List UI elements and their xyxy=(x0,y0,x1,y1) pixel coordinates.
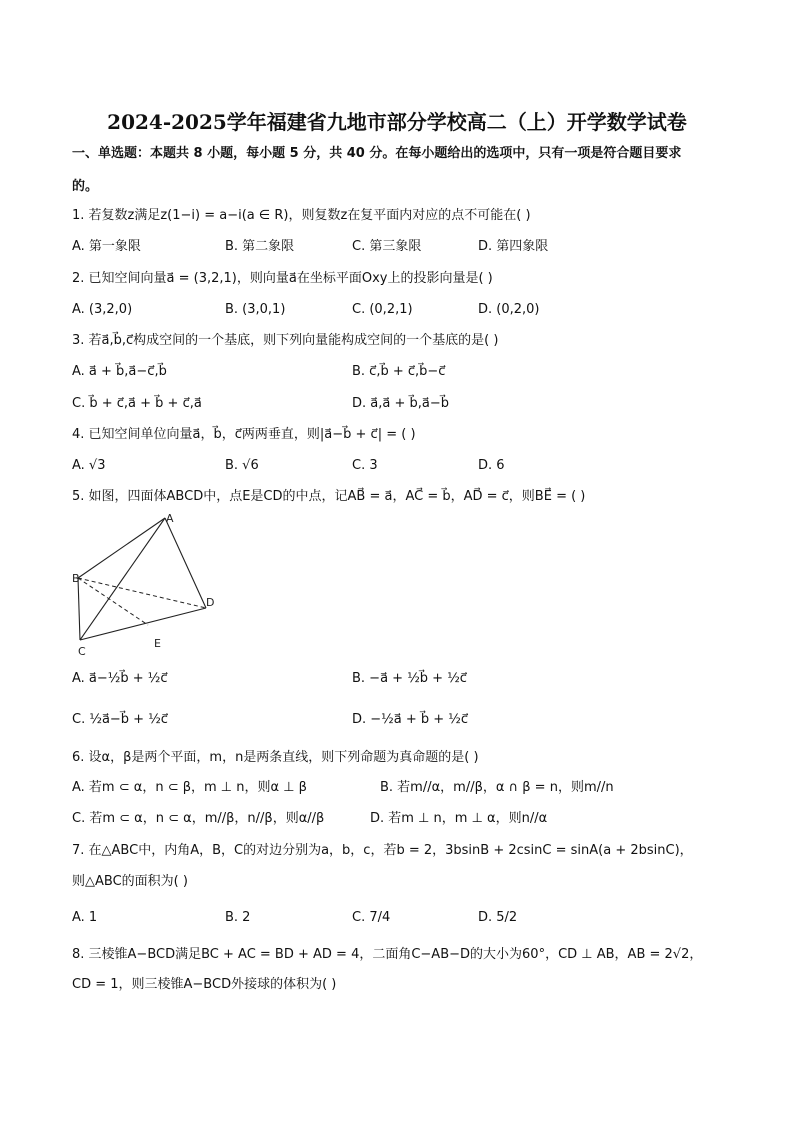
q6-option-c: C. 若m ⊂ α，n ⊂ α，m//β，n//β，则α//β xyxy=(72,811,325,826)
q6-stem: 6. 设α，β是两个平面，m，n是两条直线，则下列命题为真命题的是( ) xyxy=(72,750,479,765)
q6-option-b: B. 若m//α，m//β，α ∩ β = n，则m//n xyxy=(380,780,614,795)
q7-option-c: C. 7/4 xyxy=(352,910,391,925)
q3-stem: 3. 若a⃗,b⃗,c⃗构成空间的一个基底，则下列向量能构成空间的一个基底的是( ) xyxy=(72,333,499,348)
q2-stem: 2. 已知空间向量a⃗ = (3,2,1)，则向量a⃗在坐标平面Oxy上的投影向量是( ) xyxy=(72,271,493,286)
label-b: B xyxy=(72,572,80,585)
label-a: A xyxy=(166,512,174,525)
q4-option-a: A. √3 xyxy=(72,458,106,473)
q7-stem-line1: 7. 在△ABC中，内角A，B，C的对边分别为a，b，c，若b = 2，3bsinB + 2csinC = sinA(a + 2bsinC)， xyxy=(72,843,693,858)
q8-stem-line1: 8. 三棱锥A−BCD满足BC + AC = BD + AD = 4，二面角C−AB−D的大小为60°，CD ⊥ AB，AB = 2√2， xyxy=(72,947,703,962)
segment-be xyxy=(78,578,148,625)
q2-option-d: D. (0,2,0) xyxy=(478,302,540,317)
q8-stem-line2: CD = 1，则三棱锥A−BCD外接球的体积为( ) xyxy=(72,977,337,992)
section-heading-line1: 一、单选题：本题共 8 小题，每小题 5 分，共 40 分。在每小题给出的选项中，只有一项是符合题目要求 xyxy=(72,146,682,161)
q2-option-a: A. (3,2,0) xyxy=(72,302,133,317)
q6-option-d: D. 若m ⊥ n，m ⊥ α，则n//α xyxy=(370,811,548,826)
exam-title: 2024-2025学年福建省九地市部分学校高二（上）开学数学试卷 xyxy=(107,110,687,134)
q3-option-d: D. a⃗,a⃗ + b⃗,a⃗−b⃗ xyxy=(352,396,449,411)
q4-option-d: D. 6 xyxy=(478,458,505,473)
q1-option-d: D. 第四象限 xyxy=(478,239,549,254)
q2-option-c: C. (0,2,1) xyxy=(352,302,413,317)
q7-option-a: A. 1 xyxy=(72,910,98,925)
q7-option-d: D. 5/2 xyxy=(478,910,518,925)
q1-stem: 1. 若复数z满足z(1−i) = a−i(a ∈ R)，则复数z在复平面内对应的点不可能在( ) xyxy=(72,208,531,223)
q4-stem: 4. 已知空间单位向量a⃗，b⃗，c⃗两两垂直，则|a⃗−b⃗ + c⃗| = ( ) xyxy=(72,427,416,442)
edge-bc xyxy=(78,578,80,640)
q4-option-c: C. 3 xyxy=(352,458,378,473)
edge-bd xyxy=(78,578,206,608)
q6-option-a: A. 若m ⊂ α，n ⊂ β，m ⊥ n，则α ⊥ β xyxy=(72,780,307,795)
q5-stem: 5. 如图，四面体ABCD中，点E是CD的中点，记AB⃗ = a⃗，AC⃗ = b⃗，AD⃗ = c⃗，则BE⃗ = ( ) xyxy=(72,489,586,504)
q1-option-b: B. 第二象限 xyxy=(225,239,295,254)
q7-stem-line2: 则△ABC的面积为( ) xyxy=(72,874,188,889)
q3-option-a: A. a⃗ + b⃗,a⃗−c⃗,b⃗ xyxy=(72,364,167,379)
q3-option-c: C. b⃗ + c⃗,a⃗ + b⃗ + c⃗,a⃗ xyxy=(72,396,202,411)
edge-ad xyxy=(165,518,206,608)
label-d: D xyxy=(206,596,215,609)
q1-option-a: A. 第一象限 xyxy=(72,239,141,254)
label-c: C xyxy=(78,645,86,658)
q5-option-a: A. a⃗−½b⃗ + ½c⃗ xyxy=(72,671,168,686)
q1-option-c: C. 第三象限 xyxy=(352,239,422,254)
section-heading-line2: 的。 xyxy=(72,179,99,194)
q5-option-b: B. −a⃗ + ½b⃗ + ½c⃗ xyxy=(352,671,467,686)
tetrahedron-figure xyxy=(70,510,230,662)
q2-option-b: B. (3,0,1) xyxy=(225,302,286,317)
q4-option-b: B. √6 xyxy=(225,458,259,473)
q5-option-c: C. ½a⃗−b⃗ + ½c⃗ xyxy=(72,712,168,727)
label-e: E xyxy=(154,637,161,650)
edge-ab xyxy=(78,518,165,578)
q7-option-b: B. 2 xyxy=(225,910,251,925)
q3-option-b: B. c⃗,b⃗ + c⃗,b⃗−c⃗ xyxy=(352,364,446,379)
q5-option-d: D. −½a⃗ + b⃗ + ½c⃗ xyxy=(352,712,469,727)
